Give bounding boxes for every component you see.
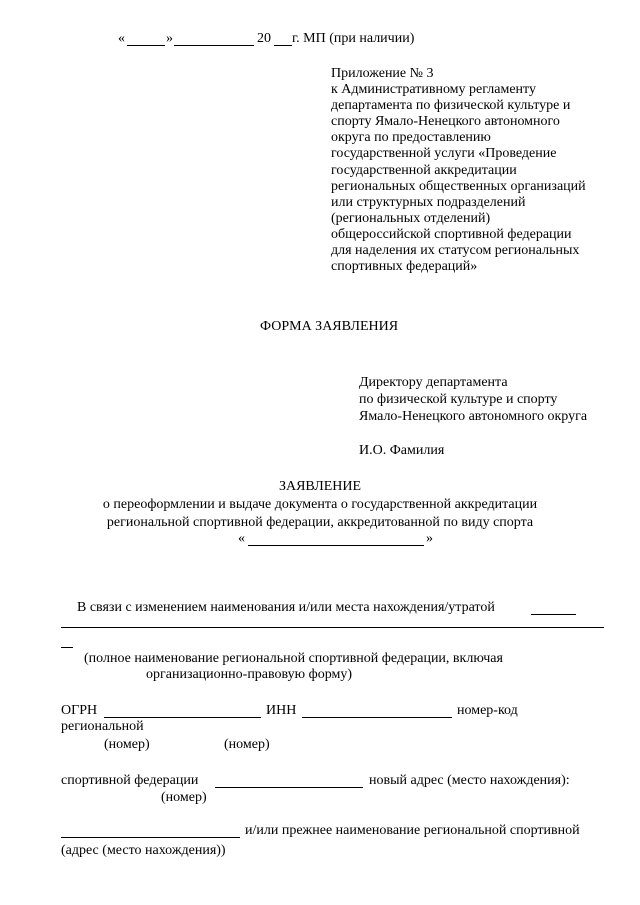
code-number-hint: (номер) <box>161 790 207 805</box>
appendix-line: государственной услуги «Проведение <box>331 146 557 162</box>
code-blank <box>215 787 363 788</box>
number-code-label: номер-код <box>457 703 518 718</box>
date-quote-open: « <box>118 31 125 46</box>
full-name-hint: организационно-правовую форму) <box>146 667 353 682</box>
addressee-line: Ямало-Ненецкого автономного округа <box>359 409 588 424</box>
appendix-line: для наделения их статусом региональных <box>331 243 580 259</box>
statement-line: региональной спортивной федерации, аккредитованной по виду спорта <box>106 515 534 530</box>
ogrn-label: ОГРН <box>61 703 98 718</box>
address-blank <box>61 837 240 838</box>
appendix-line: (региональных отделений) <box>331 210 491 226</box>
full-name-hint: (полное наименование региональной спортивной федерации, включая <box>84 651 503 666</box>
appendix-line: к Административному регламенту <box>331 82 536 98</box>
addressee-block <box>359 374 587 425</box>
sport-quote-open: « <box>238 531 245 546</box>
appendix-line: округа по предоставлению <box>331 130 491 146</box>
appendix-line: спортивных федераций» <box>331 259 478 275</box>
full-name-line-tail <box>61 647 73 648</box>
old-name-label: и/или прежнее наименование региональной спортивной <box>245 823 580 838</box>
statement-title: ЗАЯВЛЕНИЕ <box>278 479 362 494</box>
date-quote-close: » <box>166 31 173 46</box>
addressee-line: Директору департамента <box>359 375 508 390</box>
date-day-blank <box>127 45 165 46</box>
address-hint: (адрес (место нахождения)) <box>61 843 226 858</box>
intro-text: В связи с изменением наименования и/или места нахождения/утратой <box>77 600 495 615</box>
ogrn-blank <box>104 717 261 718</box>
appendix-line: спорту Ямало-Ненецкого автономного <box>331 114 560 130</box>
date-year-blank <box>274 45 292 46</box>
sport-blank <box>248 545 424 546</box>
appendix-line: департамента по физической культуре и <box>331 98 571 114</box>
appendix-line: государственной аккредитации <box>331 162 517 178</box>
date-year-prefix: 20 <box>257 31 271 46</box>
addressee-name: И.О. Фамилия <box>359 443 445 458</box>
appendix-block <box>331 66 586 275</box>
intro-blank <box>531 614 576 615</box>
appendix-line: или структурных подразделений <box>331 194 526 210</box>
full-name-line <box>61 627 604 628</box>
appendix-line: общероссийской спортивной федерации <box>331 226 572 242</box>
statement-line: о переоформлении и выдаче документа о государственной аккредитации <box>102 497 538 512</box>
ogrn-number-hint: (номер) <box>104 737 150 752</box>
statement-heading <box>0 478 640 532</box>
sport-federation-label: спортивной федерации <box>61 773 199 788</box>
sport-quote-close: » <box>426 531 433 546</box>
new-address-label: новый адрес (место нахождения): <box>369 773 570 788</box>
form-title: ФОРМА ЗАЯВЛЕНИЯ <box>260 319 399 334</box>
inn-blank <box>302 717 452 718</box>
appendix-line: региональных общественных организаций <box>331 178 586 194</box>
date-month-blank <box>174 45 254 46</box>
regional-label: региональной <box>61 719 144 734</box>
inn-number-hint: (номер) <box>224 737 270 752</box>
date-year-suffix: г. МП (при наличии) <box>292 31 415 46</box>
inn-label: ИНН <box>266 703 297 718</box>
appendix-line: Приложение № 3 <box>331 66 434 81</box>
addressee-line: по физической культуре и спорту <box>359 392 558 407</box>
